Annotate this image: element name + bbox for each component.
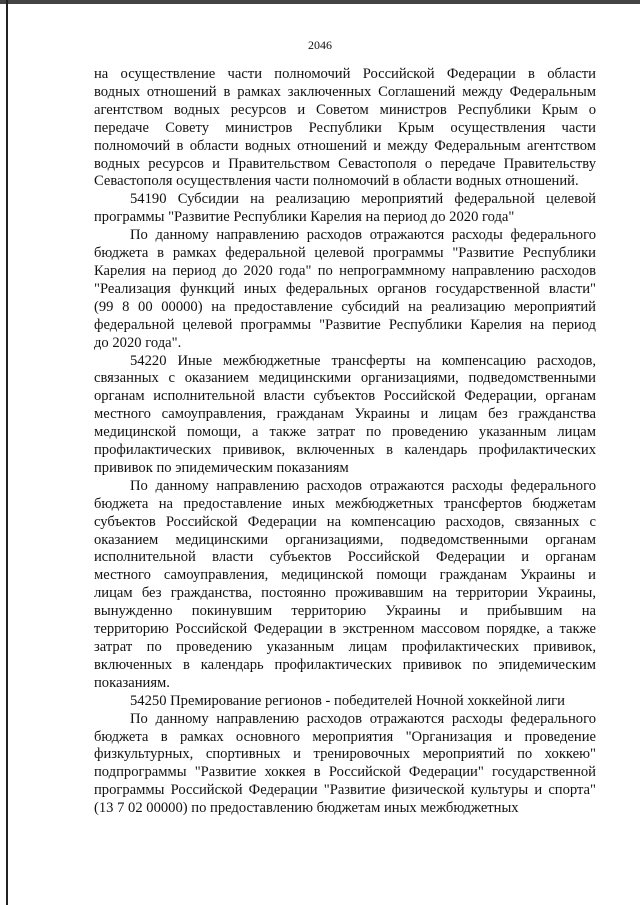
- text-line: водных ресурсов и Правительством Севастополя о передаче Правительству: [94, 155, 596, 172]
- text-line: местного самоуправления, медицинской помощи гражданам Украины и: [94, 567, 596, 584]
- page-number: 2046: [308, 38, 332, 52]
- paragraph-p3: [94, 227, 596, 352]
- text-line: связанных с оказанием медицинскими организациями, подведомственными: [94, 370, 596, 387]
- text-line: местного самоуправления, гражданам Украины и лицам без гражданства: [94, 406, 596, 423]
- text-line: прививок по эпидемическим показаниям: [94, 459, 349, 476]
- text-line: По данному направлению расходов отражаются расходы федерального: [130, 477, 596, 494]
- text-line: на осуществление части полномочий Российской Федерации в области: [94, 66, 596, 82]
- text-line: включенных в календарь профилактических прививок по эпидемическим: [94, 656, 596, 673]
- text-line: бюджета на предоставление иных межбюджетных трансфертов бюджетам: [94, 495, 596, 512]
- text-line: исполнительной власти субъектов Российской Федерации и органам: [94, 549, 596, 566]
- text-line: показаниям.: [94, 674, 170, 691]
- scan-edge-left: [6, 0, 8, 905]
- text-line: программы "Развитие Республики Карелия на период до 2020 года": [94, 209, 515, 226]
- text-line: По данному направлению расходов отражаются расходы федерального: [130, 710, 596, 727]
- text-line: органам исполнительной власти субъектов Российской Федерации, органам: [94, 388, 596, 405]
- text-line: Севастополя осуществления части полномочий в области водных отношений.: [94, 173, 579, 190]
- text-line: до 2020 года".: [94, 334, 182, 351]
- text-line: (13 7 02 00000) по предоставлению бюджетам иных межбюджетных: [94, 800, 519, 817]
- text-line: субъектов Российской Федерации на компенсацию расходов, связанных с: [94, 513, 596, 530]
- text-line: (99 8 00 00000) на предоставление субсидий на реализацию мероприятий: [94, 298, 596, 315]
- text-line: профилактических прививок, включенных в календарь профилактических: [94, 442, 596, 459]
- paragraph-p7: [94, 711, 596, 818]
- text-line: медицинской помощи, а также затрат по проведению указанным лицам: [94, 424, 596, 441]
- text-line: водных отношений в рамках заключенных Соглашений между Федеральным: [94, 83, 596, 100]
- text-line: вынужденно покинувшим территорию Украины и прибывшим на: [94, 603, 596, 620]
- text-line: лицам без гражданства, постоянно проживавшим на территории Украины,: [94, 585, 596, 602]
- paragraph-p5: [94, 478, 596, 693]
- text-line: бюджета в рамках основного мероприятия "Организация и проведение: [94, 728, 596, 745]
- text-line: программы Российской Федерации "Развитие физической культуры и спорта": [94, 782, 596, 799]
- text-line: агентством водных ресурсов и Советом министров Республики Крым о: [94, 101, 596, 118]
- document-body: [94, 66, 596, 818]
- text-line: территорию Российской Федерации в экстренном массовом порядке, а также: [94, 621, 596, 638]
- text-line: передаче Совету министров Республики Крым осуществления части: [94, 119, 596, 136]
- paragraph-p6: [94, 693, 596, 711]
- text-line: Карелия на период до 2020 года" по непрограммному направлению расходов: [94, 262, 596, 279]
- text-line: 54220 Иные межбюджетные трансферты на компенсацию расходов,: [130, 352, 596, 369]
- text-line: федеральной целевой программы "Развитие Республики Карелия на период: [94, 316, 596, 333]
- paragraph-p1: [94, 66, 596, 191]
- scan-edge-top: [0, 0, 640, 4]
- text-line: "Реализация функций иных федеральных органов государственной власти": [94, 280, 596, 297]
- text-line: бюджета в рамках федеральной целевой программы "Развитие Республики: [94, 245, 596, 262]
- text-line: 54190 Субсидии на реализацию мероприятий федеральной целевой: [130, 191, 596, 208]
- paragraph-p4: [94, 353, 596, 478]
- text-line: полномочий в области водных отношений и между Федеральным агентством: [94, 137, 596, 154]
- text-line: 54250 Премирование регионов - победителей Ночной хоккейной лиги: [130, 692, 565, 709]
- text-line: физкультурных, спортивных и тренировочных мероприятий по хоккею": [94, 746, 596, 763]
- text-line: затрат по проведению указанным лицам профилактических прививок,: [94, 639, 596, 655]
- text-line: подпрограммы "Развитие хоккея в Российской Федерации" государственной: [94, 764, 596, 781]
- text-line: оказанием медицинскими организациями, подведомственными органам: [94, 531, 596, 548]
- text-line: По данному направлению расходов отражаются расходы федерального: [130, 227, 596, 244]
- paragraph-p2: [94, 191, 596, 227]
